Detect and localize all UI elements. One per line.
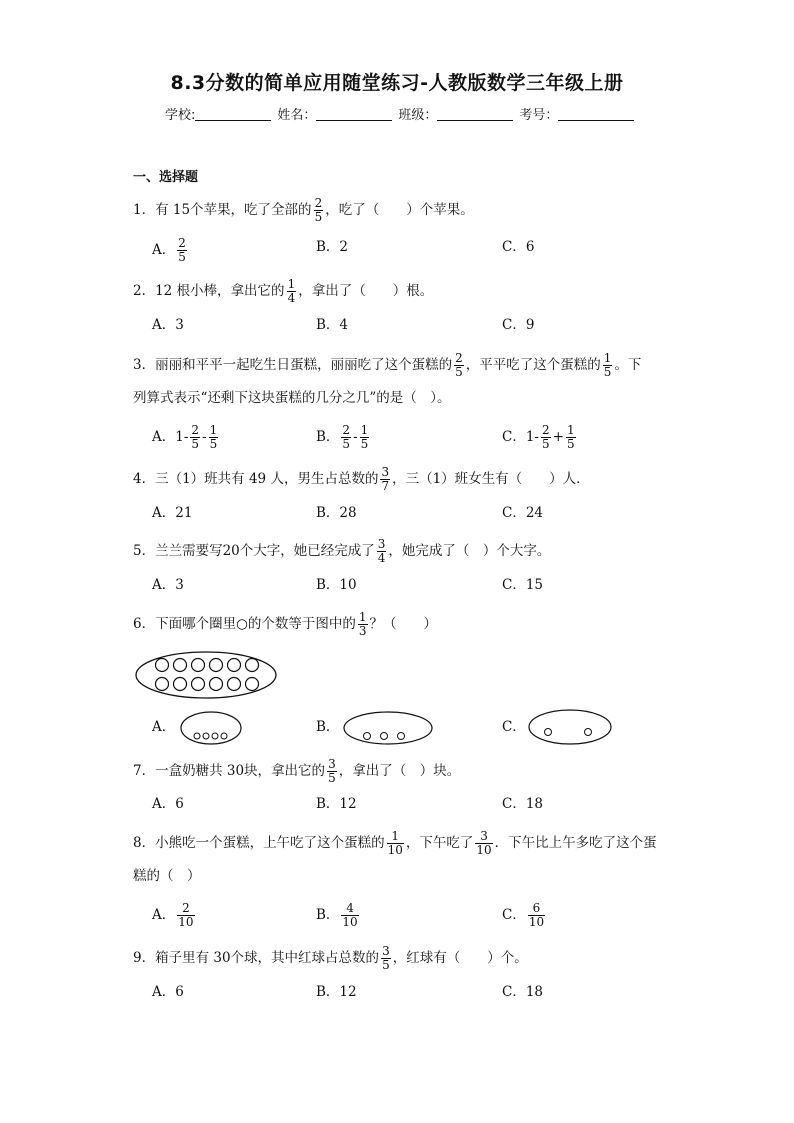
fraction: $\frac{1}{4}$ [287, 277, 296, 305]
question-text: ，吃了（ ）个苹果。 [325, 202, 474, 218]
option-a[interactable]: A．3 [152, 317, 184, 333]
option-c[interactable]: C．15 [502, 577, 544, 593]
option-c[interactable]: C．6 [502, 239, 535, 255]
option-a[interactable]: A．6 [152, 984, 184, 1000]
student-info-line [165, 104, 640, 123]
fraction: $\frac{2}{5}$ [314, 196, 323, 224]
question-text: 1．有 15个苹果，吃了全部的 [133, 202, 312, 218]
name-blank[interactable] [316, 108, 392, 121]
section-heading: 一、选择题 [133, 170, 199, 185]
class-label: 班级： [398, 108, 438, 123]
option-b[interactable]: B．10 [316, 577, 357, 593]
question-9: 9．箱子里有 30个球，其中红球占总数的 $\frac{3}{5}$ ，红球有（ ）个。 [133, 944, 528, 972]
question-6: 6．下面哪个圈里○的个数等于图中的 $\frac{1}{3}$ ？（ ） [133, 610, 438, 638]
exam-no-blank[interactable] [558, 108, 634, 121]
option-a[interactable]: A．1- $\frac{2}{5}$ - $\frac{1}{5}$ [152, 423, 218, 451]
question-5: 5．兰兰需要写20个大字，她已经完成了 $\frac{3}{4}$ ，她完成了（ ）个大字。 [133, 537, 551, 565]
option-a-four-circles [180, 710, 242, 746]
question-4: 4．三（1）班共有 49 人，男生占总数的 $\frac{3}{7}$ ，三（1）班女生有（ ）人． [133, 465, 590, 493]
question-8-line-2: 糕的（ ） [133, 868, 201, 884]
option-c-two-circles [528, 708, 612, 746]
option-c[interactable]: C．9 [502, 317, 535, 333]
school-label: 学校: [165, 108, 196, 123]
option-b[interactable]: B．4 [316, 317, 349, 333]
option-a[interactable]: A．3 [152, 577, 184, 593]
option-b[interactable]: B．2 [316, 239, 349, 255]
option-b[interactable]: B． $\frac{2}{5}$ - $\frac{1}{5}$ [316, 423, 369, 451]
option-b[interactable]: B． $\frac{4}{10}$ [316, 901, 358, 929]
option-c[interactable]: C．18 [502, 984, 544, 1000]
school-blank[interactable] [195, 108, 271, 121]
option-b-three-circles [343, 710, 433, 746]
option-c[interactable]: C．1- $\frac{2}{5}$ + $\frac{1}{5}$ [502, 423, 575, 451]
twelve-circles-figure [134, 650, 279, 700]
question-3-line-2: 列算式表示“还剩下这块蛋糕的几分之几”的是（ ）。 [133, 390, 451, 406]
option-b[interactable]: B．28 [316, 505, 357, 521]
question-3: 3．丽丽和平平一起吃生日蛋糕，丽丽吃了这个蛋糕的 $\frac{2}{5}$ ，平平吃了这个蛋糕的 $\frac{1}{5}$ 。下 [133, 351, 642, 379]
option-a[interactable]: A． $\frac{2}{5}$ [152, 236, 186, 264]
option-a[interactable]: A．21 [152, 505, 193, 521]
question-2: 2．12 根小棒，拿出它的 $\frac{1}{4}$ ，拿出了（ ）根。 [133, 277, 434, 305]
option-a[interactable]: A． [152, 719, 176, 735]
option-b[interactable]: B． [316, 719, 340, 735]
question-1 [133, 197, 474, 224]
option-c[interactable]: C． $\frac{6}{10}$ [502, 901, 545, 929]
option-c[interactable]: C．18 [502, 796, 544, 812]
class-blank[interactable] [437, 108, 513, 121]
option-a[interactable]: A．6 [152, 796, 184, 812]
option-b[interactable]: B．12 [316, 796, 357, 812]
option-b[interactable]: B．12 [316, 984, 357, 1000]
question-8: 8．小熊吃一个蛋糕，上午吃了这个蛋糕的 $\frac{1}{10}$ ，下午吃了 $\frac{3}{10}$ ．下午比上午多吃了这个蛋 [133, 829, 657, 857]
page-title: 8.3分数的简单应用随堂练习-人教版数学三年级上册 [170, 72, 624, 94]
option-a[interactable]: A． $\frac{2}{10}$ [152, 901, 194, 929]
name-label: 姓名： [277, 108, 317, 123]
question-7: 7．一盒奶糖共 30块，拿出它的 $\frac{3}{5}$ ，拿出了（ ）块。 [133, 757, 461, 785]
option-c[interactable]: C．24 [502, 505, 544, 521]
exam-no-label: 考号： [519, 108, 559, 123]
option-c[interactable]: C． [502, 719, 526, 735]
